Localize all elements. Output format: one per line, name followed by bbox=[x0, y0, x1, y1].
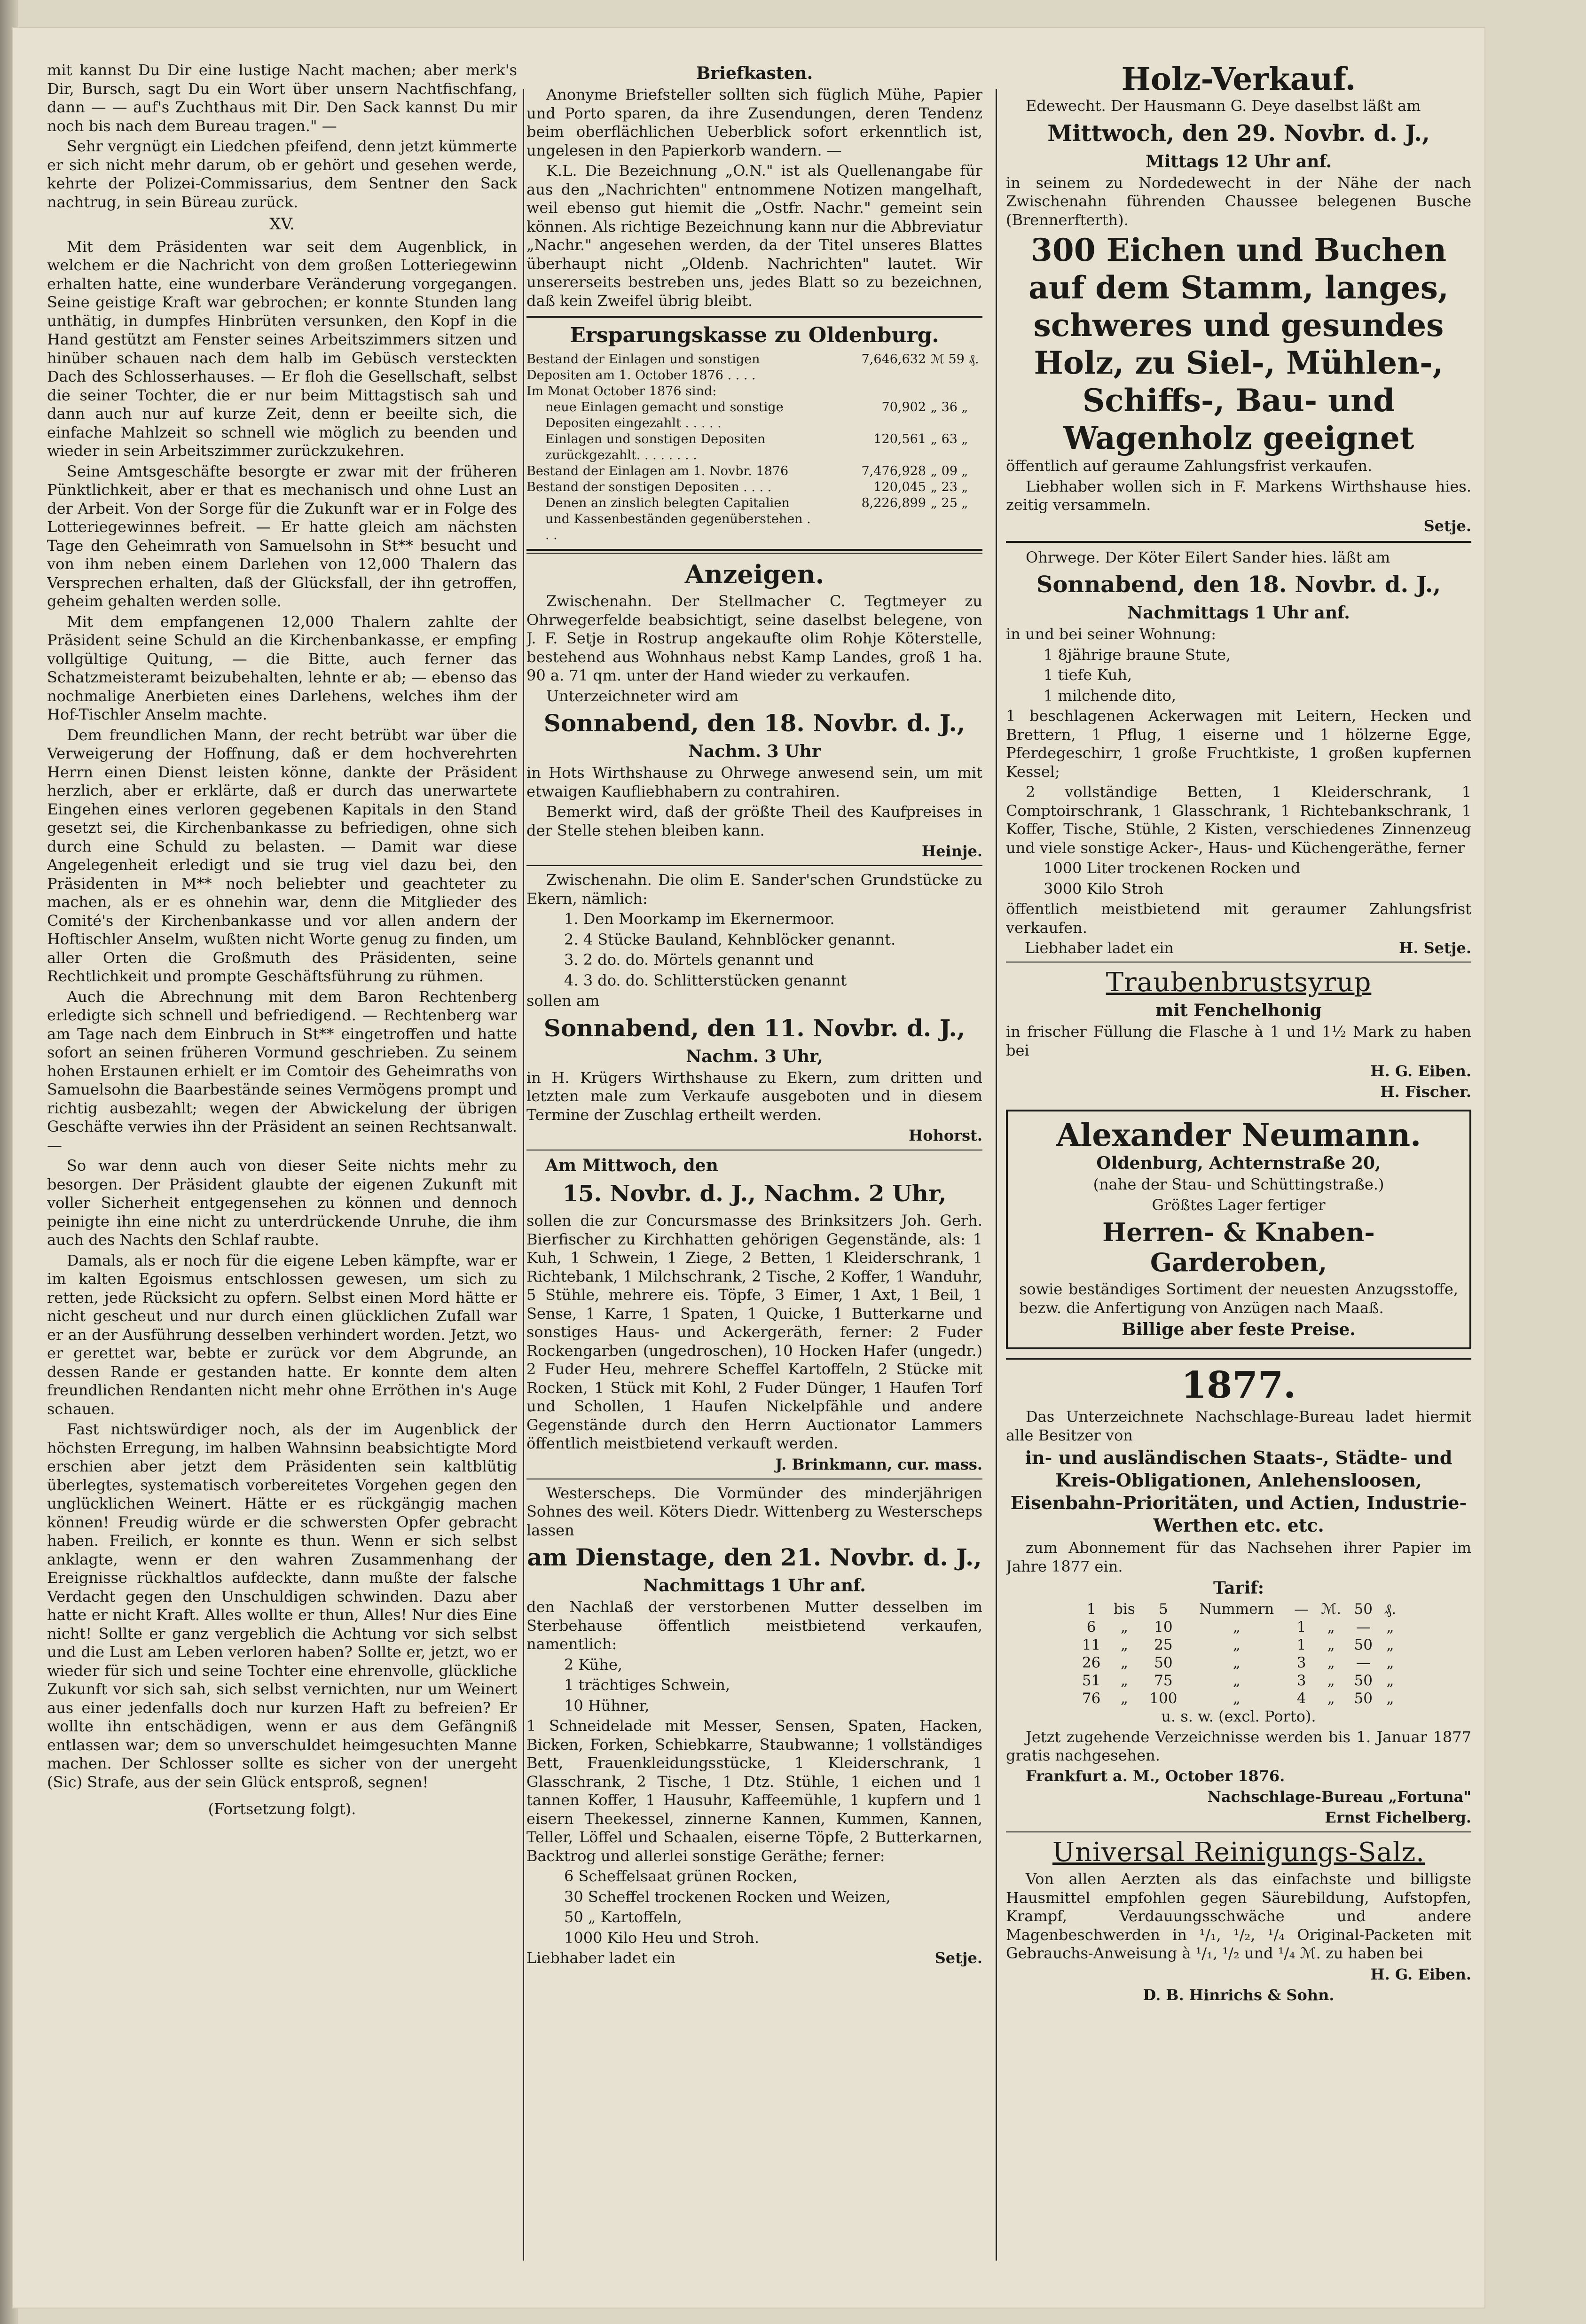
row-currency: „ 09 „ bbox=[931, 464, 968, 478]
row-label: Bestand der Einlagen und sonstigen Depositen am 1. October 1876 . . . . bbox=[526, 352, 760, 383]
list-item: 2 Kühe, bbox=[564, 1655, 623, 1674]
list-item: 3. 2 do. do. Mörtels genannt und bbox=[564, 951, 814, 969]
ad-list bbox=[526, 1867, 982, 1947]
neumann-title: Alexander Neumann. bbox=[1056, 1117, 1421, 1153]
ad-text: Von allen Aerzten als das einfachste und billigste Hausmittel empfohlen gegen Säurebildung, Aufstopfen, Krampf, Verdauungsschwäche und andere Magenbeschwerden in ¹/₁, ¹/₂, ¹/₄ Original-Packeten mit Gebrauchs-Anweisung à ¹/₁, ¹/₂ und ¹/₄ ℳ. zu haben bei bbox=[1006, 1870, 1471, 1962]
row-currency: „ 63 „ bbox=[931, 432, 968, 446]
ad-signature: Setje. bbox=[1423, 516, 1471, 535]
ad-signature: H. G. Eiben. bbox=[1370, 1062, 1471, 1080]
tarif-cell: „ bbox=[1233, 1672, 1241, 1689]
list-item: 2. 4 Stücke Bauland, Kehnblöcker genannt. bbox=[564, 930, 896, 948]
table-row bbox=[526, 399, 982, 431]
tarif-cell: 50 bbox=[1354, 1636, 1373, 1653]
salz-title: Universal Reinigungs-Salz. bbox=[1052, 1837, 1425, 1868]
table-row bbox=[526, 495, 982, 543]
tarif-row bbox=[1076, 1636, 1402, 1654]
tarif-cell: 1 bbox=[1086, 1601, 1096, 1618]
column-rule-2 bbox=[996, 89, 997, 2261]
list-item: 1 milchende dito, bbox=[1044, 686, 1177, 704]
ad-list bbox=[1006, 859, 1471, 898]
story-paragraph: Seine Amtsgeschäfte besorgte er zwar mit der früheren Pünktlichkeit, aber er that es mechanisch und ohne Lust an der Arbeit. Von der Sorge für die Zukunft war er in Folge des Lotteriegewinnes befreit. — Er hatte gleich am nächsten Tage den Geheimrath von Samuelsohn in St** besucht und von ihm neben einem Darlehen von 12,000 Thalern das Versprechen erhalten, daß der Glücksfall, der ihn getroffen, geheim gehalten werden solle. bbox=[47, 462, 517, 610]
tarif-cell: 50 bbox=[1354, 1672, 1373, 1689]
list-item: 4. 3 do. do. Schlitterstücken genannt bbox=[564, 971, 847, 989]
story-paragraph: Damals, als er noch für die eigene Leben kämpfte, war er im kalten Egoismus entschlossen gewesen, um sich zu retten, jede Rücksicht zu opfern. Selbst einen Mord hätte er nicht gescheut und nur durch einen glücklichen Zufall war er an der Ausführung desselben verhindert worden. Jetzt, wo er gerettet war, bebte er zurück vor dem Abgrunde, an dessen Rande er gestanden hatte. Er konnte dem alten freundlichen Rendanten nicht mehr ohne Erröthen in's Auge schauen. bbox=[47, 1251, 517, 1418]
ad-footer bbox=[526, 1949, 982, 1967]
neumann-highlight: Herren- & Knaben-Garderoben, bbox=[1102, 1217, 1375, 1277]
divider bbox=[1006, 1358, 1471, 1360]
ad-footer-text: Liebhaber ladet ein bbox=[1025, 939, 1174, 957]
ad-text: in frischer Füllung die Flasche à 1 und 1½ Mark zu haben bei bbox=[1006, 1023, 1471, 1059]
ad-signature: Heinje. bbox=[921, 842, 982, 860]
tarif-cell: „ bbox=[1120, 1619, 1128, 1635]
row-label: Bestand der sonstigen Depositen . . . . bbox=[526, 480, 772, 494]
tarif-cell: „ bbox=[1233, 1690, 1241, 1707]
table-row bbox=[526, 463, 982, 479]
tarif-table bbox=[1076, 1600, 1402, 1707]
row-currency: ℳ 59 ₰. bbox=[931, 352, 979, 367]
ad-list bbox=[1006, 646, 1471, 705]
tarif-row bbox=[1076, 1618, 1402, 1636]
tarif-cell: 11 bbox=[1082, 1636, 1101, 1653]
story-paragraph: Fast nichtswürdiger noch, als der im Augenblick der höchsten Erregung, im halben Wahnsinn beabsichtigte Mord erschien aber jetzt dem Präsidenten sein kaltblütig überlegtes, systematisch vorbereitetes Vorgehen gegen den unglücklichen Weinert. Hätte er es rückgängig machen können! Freudig würde er die schwersten Opfer gebracht haben. Freilich, er konnte es thun. Wenn er sich selbst anklagte, wenn er den wahren Zusammenhang der Ereignisse rückhaltlos aufdeckte, dann mußte der falsche Verdacht gegen den Unschuldigen schwinden. Dazu aber hatte er nicht Kraft. Alles wollte er thun, Alles! Nur dies Eine nicht! Sollte er ganz vergeblich die Achtung vor sich selbst und die Lust am Leben verloren haben? Sollte er, jetzt, wo er wieder für sich und seine Tochter eine ehrenvolle, glückliche Zukunft vor sich sah, sich selbst vernichten, nur um Weinert aus einer jedenfalls doch nur kurzen Haft zu befreien? Er wollte ihn entschädigen, wenn er aus dem Gefängniß entlassen war; dem so unverschuldet heimgesuchten Manne machen. Der Schlosser sollte es sicher von der unergeht (Sic) Strafe, aus der sein Glück entsproß, segnen! bbox=[47, 1420, 517, 1791]
tarif-cell: 50 bbox=[1354, 1601, 1373, 1618]
tarif-cell: „ bbox=[1120, 1636, 1128, 1653]
tarif-row bbox=[1076, 1690, 1402, 1707]
ad-text: 1 Schneidelade mit Messer, Sensen, Spaten, Hacken, Bicken, Forken, Schiebkarre, Staubwanne; 1 vollständiges Bett, Frauenkleidungsstücke, 1 Kleiderschrank, 1 Glasschrank, 2 Tische, 1 Dtz. Stühle, 1 eichen und 1 tannen Koffer, 1 Hausuhr, Kaffeemühle, 1 kupfern und 1 eisern Theekessel, zinnerne Kannen, Kummen, Kannen, Teller, Löffel und Schaalen, eiserne Töpfe, 2 Butterkarnen, Backtrog und allerlei sonstige Geräthe; ferner: bbox=[526, 1717, 982, 1865]
story-paragraph: Auch die Abrechnung mit dem Baron Rechtenberg erledigte sich schnell und befriedigend. — Rechtenberg war am Tage nach dem Einbruch in St** eingetroffen und hatte sofort an seinen früheren Vormund geschrieben. Zu seinem hohen Erstaunen erhielt er im Comtoir des Geheimraths von Samuelsohn die Baarbestände seines Vermögens prompt und richtig ausbezahlt; wegen der Abwickelung der übrigen Geschäfte verwies ihn der Präsident an seinen Rechtsanwalt. — bbox=[47, 987, 517, 1154]
ad-time: Nachm. 3 Uhr bbox=[688, 742, 821, 761]
tarif-cell: ₰. bbox=[1384, 1601, 1397, 1618]
row-currency: „ 23 „ bbox=[931, 480, 968, 494]
ad-text: sollen am bbox=[526, 992, 600, 1009]
tarif-cell: 5 bbox=[1158, 1601, 1168, 1618]
list-item: 50 „ Kartoffeln, bbox=[564, 1908, 682, 1926]
ad-intro: Am Mittwoch, den bbox=[545, 1156, 718, 1175]
ad-list bbox=[526, 1656, 982, 1715]
row-amount: 120,561 bbox=[873, 432, 926, 446]
row-currency bbox=[926, 383, 982, 399]
ad-signature: Setje. bbox=[934, 1949, 982, 1967]
list-item: 10 Hühner, bbox=[564, 1696, 650, 1714]
tarif-cell: „ bbox=[1386, 1690, 1394, 1707]
tarif-cell: Nummern bbox=[1199, 1601, 1274, 1618]
row-label: Bestand der Einlagen am 1. Novbr. 1876 bbox=[526, 464, 789, 478]
tarif-cell: „ bbox=[1327, 1672, 1335, 1689]
neumann-footer: Billige aber feste Preise. bbox=[1122, 1320, 1356, 1339]
ad-date: am Dienstage, den 21. Novbr. d. J., bbox=[527, 1543, 982, 1571]
tarif-cell: 50 bbox=[1354, 1690, 1373, 1707]
ad-text: Bemerkt wird, daß der größte Theil des Kaufpreises in der Stelle stehen bleiben kann. bbox=[526, 803, 982, 839]
tarif-cell: 100 bbox=[1149, 1690, 1178, 1707]
row-label: Einlagen und sonstigen Depositen zurückgezahlt. . . . . . . . bbox=[545, 432, 766, 462]
ad-signature: Nachschlage-Bureau „Fortuna" bbox=[1207, 1788, 1471, 1806]
tarif-footnote: u. s. w. (excl. Porto). bbox=[1161, 1707, 1316, 1725]
holz-title: Holz-Verkauf. bbox=[1121, 61, 1356, 97]
tarif-cell: 26 bbox=[1082, 1654, 1101, 1671]
list-item: 6 Scheffelsaat grünen Rocken, bbox=[564, 1867, 798, 1885]
divider bbox=[526, 865, 982, 866]
tarif-cell: „ bbox=[1386, 1672, 1394, 1689]
list-item: 1000 Liter trockenen Rocken und bbox=[1044, 859, 1301, 877]
tarif-cell: 1 bbox=[1296, 1619, 1306, 1635]
ad-text: in Hots Wirthshause zu Ohrwege anwesend sein, um mit etwaigen Kaufliebhabern zu contrahiren. bbox=[526, 764, 982, 800]
briefkasten-paragraph: K.L. Die Bezeichnung „O.N." ist als Quellenangabe für aus den „Nachrichten" entnommene Notizen mangelhaft, weil ebenso gut hiemit die „Ostfr. Nachr." gemeint sein können. Als richtige Bezeichnung kann nur die Abbreviatur „Nachr." angesehen werden, da der Titel unseres Blattes überhaupt nicht „Oldenb. Nachrichten" lautet. Wir unsererseits bestreben uns, jedes Blatt so zu bezeichnen, daß kein Zweifel übrig bleibt. bbox=[526, 162, 982, 310]
tarif-cell: „ bbox=[1233, 1619, 1241, 1635]
list-item: 1 tiefe Kuh, bbox=[1044, 666, 1132, 684]
ad-text: Zwischenahn. Die olim E. Sander'schen Grundstücke zu Ekern, nämlich: bbox=[526, 871, 982, 908]
divider bbox=[1006, 1831, 1471, 1832]
list-item: 1 trächtiges Schwein, bbox=[564, 1676, 730, 1694]
row-label: Im Monat October 1876 sind: bbox=[526, 384, 717, 399]
ad-signature: H. Setje. bbox=[1399, 939, 1471, 957]
double-divider bbox=[526, 549, 982, 554]
ad-text: in seinem zu Nordedewecht in der Nähe der nach Zwischenahn führenden Chaussee belegenen Busche (Brennerfterth). bbox=[1006, 173, 1471, 229]
ad-text: sollen die zur Concursmasse des Brinksitzers Joh. Gerh. Bierfischer zu Kirchhatten gehörigen Gegenstände, als: 1 Kuh, 1 Schwein, 1 Ziege, 2 Betten, 1 Kleiderschrank, 1 Richtebank, 1 Milchschrank, 2 Tische, 2 Koffer, 1 Wanduhr, 5 Stühle, mehrere eis. Töpfe, 3 Eimer, 1 Axt, 1 Beil, 1 Sense, 1 Karre, 1 Spaten, 1 Quicke, 1 Butterkarne und sonstiges Haus- und Ackergeräth, ferner: 2 Fuder Rockengarben (ungedroschen), 10 Hocken Hafer (ungedr.) 2 Fuder Heu, mehrere Scheffel Kartoffeln, 2 Stücke mit Rocken, 1 Stück mit Kohl, 2 Fuder Dünger, 1 Haufen Torf und Schollen, 1 Haufen Nickelpfähle und andere Gegenstände durch den Herrn Auctionator Lammers öffentlich meistbietend verkauft werden. bbox=[526, 1212, 982, 1452]
sparkasse-table bbox=[526, 352, 982, 543]
tarif-cell: 6 bbox=[1086, 1619, 1096, 1635]
tarif-cell: — bbox=[1356, 1619, 1371, 1635]
ad-highlight: 300 Eichen und Buchen auf dem Stamm, langes, schweres und gesundes Holz, zu Siel-, Mühlen-, Schiffs-, Bau- und Wagenholz geeignet bbox=[1029, 232, 1449, 456]
ad-signature: D. B. Hinrichs & Sohn. bbox=[1143, 1986, 1335, 2004]
ad-signature: J. Brinkmann, cur. mass. bbox=[775, 1455, 982, 1473]
tarif-row bbox=[1076, 1654, 1402, 1672]
tarif-cell: 51 bbox=[1082, 1672, 1101, 1689]
ad-footer-text: Liebhaber ladet ein bbox=[526, 1949, 676, 1967]
trauben-title: Traubenbrustsyrup bbox=[1106, 967, 1372, 998]
anzeigen-title: Anzeigen. bbox=[684, 559, 824, 589]
table-row bbox=[526, 431, 982, 463]
chapter-number: XV. bbox=[269, 215, 295, 234]
ad-time: Nachm. 3 Uhr, bbox=[686, 1046, 823, 1066]
fortuna-year: 1877. bbox=[1181, 1364, 1296, 1407]
table-row bbox=[526, 383, 982, 399]
row-amount: 120,045 bbox=[873, 480, 926, 494]
tarif-row bbox=[1076, 1600, 1402, 1618]
ad-footer bbox=[1006, 939, 1471, 957]
ad-text: 1 beschlagenen Ackerwagen mit Leitern, Hecken und Brettern, 1 Pflug, 1 eiserne und 1 hölzerne Egge, Pferdegeschirr, 1 große Fruchtkiste, 1 großen kupfernen Kessel; bbox=[1006, 707, 1471, 781]
column-rule-1 bbox=[523, 89, 524, 2261]
ad-signature: H. Fischer. bbox=[1380, 1083, 1471, 1101]
column-advertisements bbox=[1006, 61, 1471, 2296]
tarif-cell: „ bbox=[1386, 1654, 1394, 1671]
ad-text: Zwischenahn. Der Stellmacher C. Tegtmeyer zu Ohrwegerfelde beabsichtigt, seine daselbst belegene, von J. F. Setje in Rostrup angekaufte olim Rohje Köterstelle, bestehend aus Wohnhaus nebst Kamp Landes, groß 1 ha. 90 a. 71 qm. unter der Hand wieder zu verkaufen. bbox=[526, 592, 982, 684]
tarif-cell: „ bbox=[1233, 1636, 1241, 1653]
ad-text: den Nachlaß der verstorbenen Mutter desselben im Sterbehause öffentlich meistbietend verkaufen, namentlich: bbox=[526, 1598, 982, 1653]
tarif-row bbox=[1076, 1672, 1402, 1690]
ad-text: Das Unterzeichnete Nachschlage-Bureau ladet hiermit alle Besitzer von bbox=[1006, 1408, 1471, 1444]
sparkasse-title: Ersparungskasse zu Oldenburg. bbox=[570, 323, 939, 347]
ad-text: öffentlich auf geraume Zahlungsfrist verkaufen. bbox=[1006, 457, 1373, 475]
tarif-cell: „ bbox=[1327, 1690, 1335, 1707]
ad-text: Westerscheps. Die Vormünder des minderjährigen Sohnes des weil. Köters Diedr. Wittenberg zu Westerscheps lassen bbox=[526, 1484, 982, 1539]
ad-time: Nachmittags 1 Uhr anf. bbox=[643, 1576, 866, 1596]
ad-text: 2 vollständige Betten, 1 Kleiderschrank, 1 Comptoirschrank, 1 Glasschrank, 1 Richtebankschrank, 1 Koffer, Tische, Stühle, 2 Kisten, verschiedenes Zinnenzeug und viele sonstige Acker-, Haus- und Küchengeräthe, ferner bbox=[1006, 783, 1471, 857]
list-item: 3000 Kilo Stroh bbox=[1044, 879, 1164, 898]
ad-time: Mittags 12 Uhr anf. bbox=[1145, 151, 1332, 172]
tarif-cell: „ bbox=[1120, 1690, 1128, 1707]
ad-date: Sonnabend, den 18. Novbr. d. J., bbox=[1036, 571, 1441, 598]
list-item: 1 8jährige braune Stute, bbox=[1044, 645, 1231, 664]
tarif-cell: 10 bbox=[1154, 1619, 1173, 1635]
story-paragraph: Mit dem Präsidenten war seit dem Augenblick, in welchem er die Nachricht von dem großen Lotteriegewinn erhalten hatte, eine wunderbare Veränderung vorgegangen. Seine geistige Kraft war gebrochen; er konnte Stunden lang unthätig, in dumpfes Hinbrüten versunken, den Kopf in die Hand gestützt am Fenster seines Arbeitszimmers sitzen und hinüber schauen nach dem halb im Gebüsch versteckten Dach des Schlosserhauses. — Er floh die Gesellschaft, selbst die seiner Tochter, die er nur beim Mittagstisch sah und dann auch nur auf kurze Zeit, denn er beeilte sich, die einfache Mahlzeit so schnell wie möglich zu beenden und wieder in sein Arbeitszimmer zurückzukehren. bbox=[47, 237, 517, 460]
row-label: Denen an zinslich belegten Capitalien und Kassenbeständen gegenüberstehen . . . bbox=[545, 496, 811, 542]
tarif-cell: 25 bbox=[1154, 1636, 1173, 1653]
row-amount bbox=[813, 383, 926, 399]
story-paragraph: Mit dem empfangenen 12,000 Thalern zahlte der Präsident seine Schuld an die Kirchenbankasse, er empfing vollgültige Quitung, — die Bitte, auch ferner das Schatzmeisteramt beizubehalten, lehnte er ab; — ebenso das nochmalige Anerbieten eines Darlehens, welches ihm der Hof-Tischler Anselm machte. bbox=[47, 612, 517, 723]
divider bbox=[1006, 541, 1471, 543]
fortuna-highlight: in- und ausländischen Staats-, Städte- und Kreis-Obligationen, Anlehensloosen, Eisenbahn-Prioritäten, und Actien, Industrie-Werthen etc. etc. bbox=[1010, 1447, 1467, 1536]
ad-text: Unterzeichneter wird am bbox=[546, 687, 739, 705]
briefkasten-title: Briefkasten. bbox=[696, 63, 813, 83]
row-amount: 70,902 bbox=[881, 400, 926, 415]
ad-place-date: Frankfurt a. M., October 1876. bbox=[1026, 1767, 1285, 1785]
tarif-cell: „ bbox=[1386, 1619, 1394, 1635]
column-serial-story bbox=[47, 61, 517, 2296]
tarif-cell: „ bbox=[1327, 1619, 1335, 1635]
neumann-line: Größtes Lager fertiger bbox=[1152, 1196, 1326, 1214]
divider bbox=[526, 316, 982, 318]
tarif-cell: — bbox=[1356, 1654, 1371, 1671]
row-currency: „ 25 „ bbox=[931, 496, 968, 510]
ad-text: Liebhaber wollen sich in F. Markens Wirthshause hies. zeitig versammeln. bbox=[1006, 477, 1471, 514]
neumann-ad-box bbox=[1006, 1110, 1471, 1349]
ad-text: Edewecht. Der Hausmann G. Deye daselbst läßt am bbox=[1026, 97, 1421, 115]
neumann-address: Oldenburg, Achternstraße 20, bbox=[1096, 1153, 1381, 1173]
tarif-cell: bis bbox=[1114, 1601, 1135, 1618]
row-label: neue Einlagen gemacht und sonstige Depositen eingezahlt . . . . . bbox=[545, 400, 784, 430]
list-item: 1000 Kilo Heu und Stroh. bbox=[564, 1928, 760, 1947]
tarif-cell: 3 bbox=[1296, 1672, 1306, 1689]
ad-list bbox=[526, 910, 982, 990]
ad-time: Nachmittags 1 Uhr anf. bbox=[1127, 603, 1350, 623]
ad-text: in und bei seiner Wohnung: bbox=[1006, 625, 1217, 643]
ad-date: Sonnabend, den 18. Novbr. d. J., bbox=[543, 709, 966, 737]
ad-text: öffentlich meistbietend mit geraumer Zahlungsfrist verkaufen. bbox=[1006, 900, 1471, 937]
tarif-cell: „ bbox=[1327, 1636, 1335, 1653]
tarif-cell: „ bbox=[1327, 1654, 1335, 1671]
tarif-cell: „ bbox=[1233, 1654, 1241, 1671]
story-paragraph: Dem freundlichen Mann, der recht betrübt war über die Verweigerung der Hoffnung, daß er dem hochverehrten Herrn einen Dienst leisten könne, dankte der Präsident herzlich, aber er erklärte, daß er durch das unerwartete Eingehen eines verloren gegebenen Kapitals in den Stand gesetzt sei, die Kirchenbankasse zu befriedigen, ohne sich durch eine Schuld zu belasten. — Damit war diese Angelegenheit erledigt und sie trug viel dazu bei, den Präsidenten in M** noch beliebter und geachteter zu machen, als er es ohnehin war, denn die Mitglieder des Comité's der Kirchenbankasse und vor allen andern der Hoftischler Anselm, wußten nicht Worte genug zu finden, um aller Orten die Großmuth des Präsidenten, seine Rechtlichkeit und prompte Geschäftsführung zu rühmen. bbox=[47, 726, 517, 985]
tarif-cell: 4 bbox=[1296, 1690, 1306, 1707]
story-paragraph: Sehr vergnügt ein Liedchen pfeifend, denn jetzt kümmerte er sich nicht mehr darum, ob er gehört und gesehen werde, kehrte der Polizei-Commissarius, dem Sentner den Sack nachtrug, in sein Büreau zurück. bbox=[47, 137, 517, 211]
briefkasten-paragraph: Anonyme Briefsteller sollten sich füglich Mühe, Papier und Porto sparen, da ihre Zusendungen, deren Tendenz beim oberflächlichen Ueberblick sofort erkenntlich ist, ungelesen in den Papierkorb wandern. — bbox=[526, 86, 982, 159]
tarif-cell: 1 bbox=[1296, 1636, 1306, 1653]
tarif-cell: 3 bbox=[1296, 1654, 1306, 1671]
ad-signature: Ernst Fichelberg. bbox=[1325, 1808, 1471, 1826]
tarif-cell: 76 bbox=[1082, 1690, 1101, 1707]
tarif-cell: 50 bbox=[1154, 1654, 1173, 1671]
to-be-continued: (Fortsetzung folgt). bbox=[208, 1800, 356, 1818]
tarif-cell: — bbox=[1294, 1601, 1309, 1618]
ad-date: Sonnabend, den 11. Novbr. d. J., bbox=[543, 1014, 966, 1042]
list-item: 1. Den Moorkamp im Ekernermoor. bbox=[564, 910, 835, 928]
ad-text: in H. Krügers Wirthshause zu Ekern, zum dritten und letzten male zum Verkaufe ausgeboten und in diesem Termine der Zuschlag ertheilt werden. bbox=[526, 1068, 982, 1124]
ad-signature: Hohorst. bbox=[909, 1127, 982, 1144]
neumann-address-note: (nahe der Stau- und Schüttingstraße.) bbox=[1093, 1175, 1384, 1193]
ad-text: sowie beständiges Sortiment der neuesten Anzugsstoffe, bezw. die Anfertigung von Anzügen nach Maaß. bbox=[1019, 1280, 1458, 1317]
tarif-cell: „ bbox=[1120, 1654, 1128, 1671]
tarif-cell: „ bbox=[1386, 1636, 1394, 1653]
row-amount: 7,646,632 bbox=[861, 352, 926, 367]
ad-text: Jetzt zugehende Verzeichnisse werden bis 1. Januar 1877 gratis nachgesehen. bbox=[1006, 1728, 1471, 1764]
table-row bbox=[526, 352, 982, 383]
table-row bbox=[526, 479, 982, 495]
story-paragraph: So war denn auch von dieser Seite nichts mehr zu besorgen. Der Präsident glaubte der eigenen Zukunft mit voller Sicherheit entgegensehen zu können und dennoch peinigte ihn eine nicht zu unterdrückende Unruhe, die ihm auch des Nachts den Schlaf raubte. bbox=[47, 1157, 517, 1249]
tarif-cell: 75 bbox=[1154, 1672, 1173, 1689]
tarif-cell: ℳ. bbox=[1321, 1601, 1342, 1618]
tarif-title: Tarif: bbox=[1213, 1578, 1264, 1598]
ad-text: Ohrwege. Der Köter Eilert Sander hies. läßt am bbox=[1026, 548, 1390, 566]
story-paragraph: mit kannst Du Dir eine lustige Nacht machen; aber merk's Dir, Bursch, sagt Du ein Wort über unsern Nachtfischfang, dann — — auf's Zuchthaus mit Dir. Den Sack kannst Du mir noch bis nach dem Bureau tragen." — bbox=[47, 61, 517, 135]
list-item: 30 Scheffel trockenen Rocken und Weizen, bbox=[564, 1887, 891, 1906]
tarif-cell: „ bbox=[1120, 1672, 1128, 1689]
ad-date: 15. Novbr. d. J., Nachm. 2 Uhr, bbox=[562, 1181, 947, 1207]
ad-date: Mittwoch, den 29. Novbr. d. J., bbox=[1047, 120, 1430, 147]
column-notices bbox=[526, 61, 982, 2296]
row-amount: 7,476,928 bbox=[861, 464, 926, 478]
trauben-subtitle: mit Fenchelhonig bbox=[1155, 1001, 1322, 1020]
row-currency: „ 36 „ bbox=[931, 400, 968, 415]
ad-signature: H. G. Eiben. bbox=[1370, 1965, 1471, 1983]
ad-text: zum Abonnement für das Nachsehen ihrer Papier im Jahre 1877 ein. bbox=[1006, 1539, 1471, 1575]
row-amount: 8,226,899 bbox=[861, 496, 926, 510]
